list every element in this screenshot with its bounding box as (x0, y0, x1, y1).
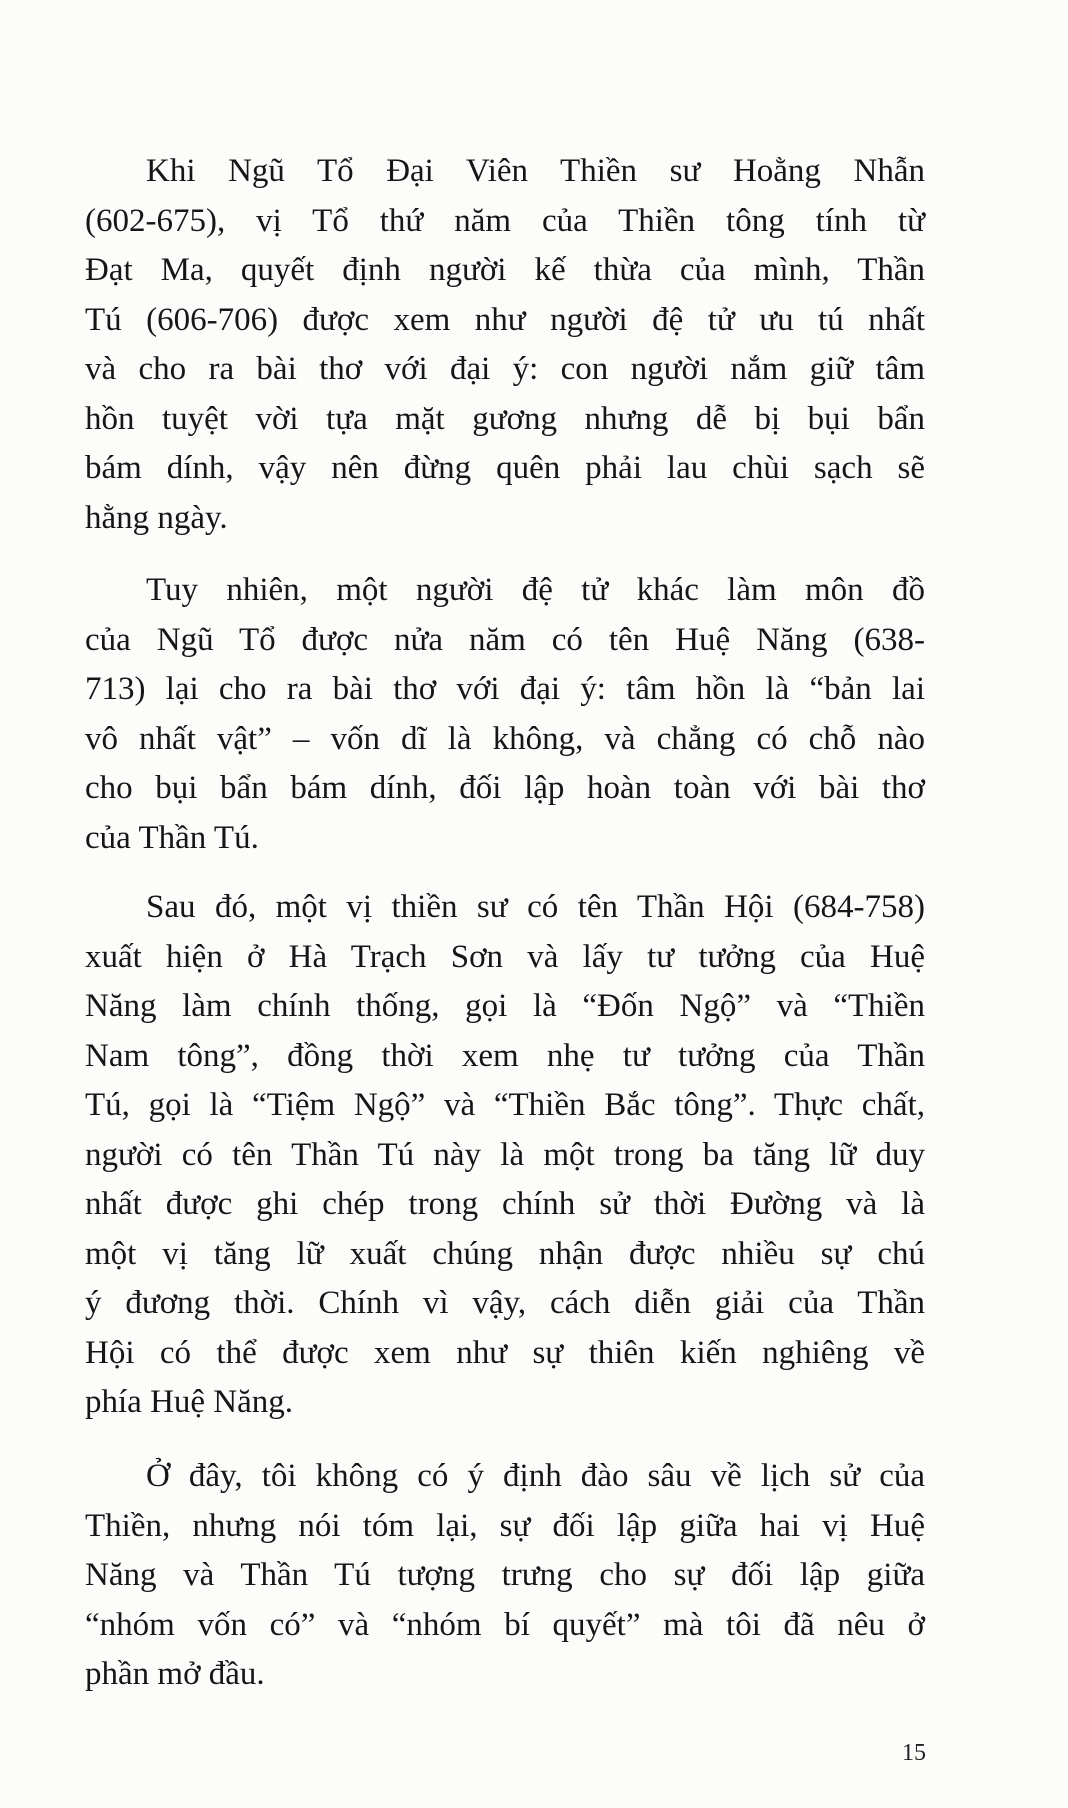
text-line: 713) lại cho ra bài thơ với đại ý: tâm hồn là “bản lai (85, 671, 925, 707)
text-line: ý đương thời. Chính vì vậy, cách diễn giải của Thần (85, 1285, 925, 1321)
text-line: “nhóm vốn có” và “nhóm bí quyết” mà tôi đã nêu ở (85, 1606, 925, 1643)
text-line: Nam tông”, đồng thời xem nhẹ tư tưởng của Thần (85, 1037, 925, 1074)
text-line: hồn tuyệt vời tựa mặt gương nhưng dễ bị bụi bẩn (85, 400, 925, 437)
page-number: 15 (902, 1740, 926, 1766)
text-line: cho bụi bẩn bám dính, đối lập hoàn toàn với bài thơ (85, 770, 925, 806)
text-line: (602-675), vị Tổ thứ năm của Thiền tông tính từ (85, 202, 925, 239)
text-line: Đạt Ma, quyết định người kế thừa của mình, Thần (85, 252, 925, 288)
text-line: Năng làm chính thống, gọi là “Đốn Ngộ” và “Thiền (85, 988, 925, 1024)
text-line: của Thần Tú. (85, 819, 259, 856)
text-line: xuất hiện ở Hà Trạch Sơn và lấy tư tưởng của Huệ (85, 938, 925, 975)
text-line: Ở đây, tôi không có ý định đào sâu về lịch sử của (146, 1458, 925, 1494)
text-line: Tú (606-706) được xem như người đệ tử ưu tú nhất (85, 301, 925, 338)
text-line: một vị tăng lữ xuất chúng nhận được nhiều sự chú (85, 1235, 925, 1272)
text-line: của Ngũ Tổ được nửa năm có tên Huệ Năng (638- (85, 621, 925, 658)
text-line: bám dính, vậy nên đừng quên phải lau chùi sạch sẽ (85, 450, 925, 486)
paragraph (85, 883, 925, 1428)
text-line: hằng ngày. (85, 499, 228, 536)
text-line: người có tên Thần Tú này là một trong ba tăng lữ duy (85, 1136, 925, 1173)
text-line: phía Huệ Năng. (85, 1384, 294, 1420)
text-line: Khi Ngũ Tổ Đại Viên Thiền sư Hoằng Nhẫn (146, 153, 925, 189)
paragraph (85, 1452, 925, 1700)
text-line: Tú, gọi là “Tiệm Ngộ” và “Thiền Bắc tông”. Thực chất, (85, 1087, 925, 1123)
text-line: Năng và Thần Tú tượng trưng cho sự đối lập giữa (85, 1557, 925, 1593)
text-line: Sau đó, một vị thiền sư có tên Thần Hội (684-758) (146, 889, 925, 925)
text-line: và cho ra bài thơ với đại ý: con người nắm giữ tâm (85, 351, 925, 387)
text-line: Tuy nhiên, một người đệ tử khác làm môn đồ (146, 572, 925, 608)
paragraph (85, 147, 925, 543)
text-line: phần mở đầu. (85, 1656, 265, 1692)
text-line: Hội có thể được xem như sự thiên kiến nghiêng về (85, 1334, 925, 1371)
text-line: Thiền, nhưng nói tóm lại, sự đối lập giữa hai vị Huệ (85, 1507, 925, 1544)
text-line: nhất được ghi chép trong chính sử thời Đường và là (85, 1186, 925, 1222)
paragraph (85, 566, 925, 863)
text-line: vô nhất vật” – vốn dĩ là không, và chẳng có chỗ nào (85, 720, 925, 757)
